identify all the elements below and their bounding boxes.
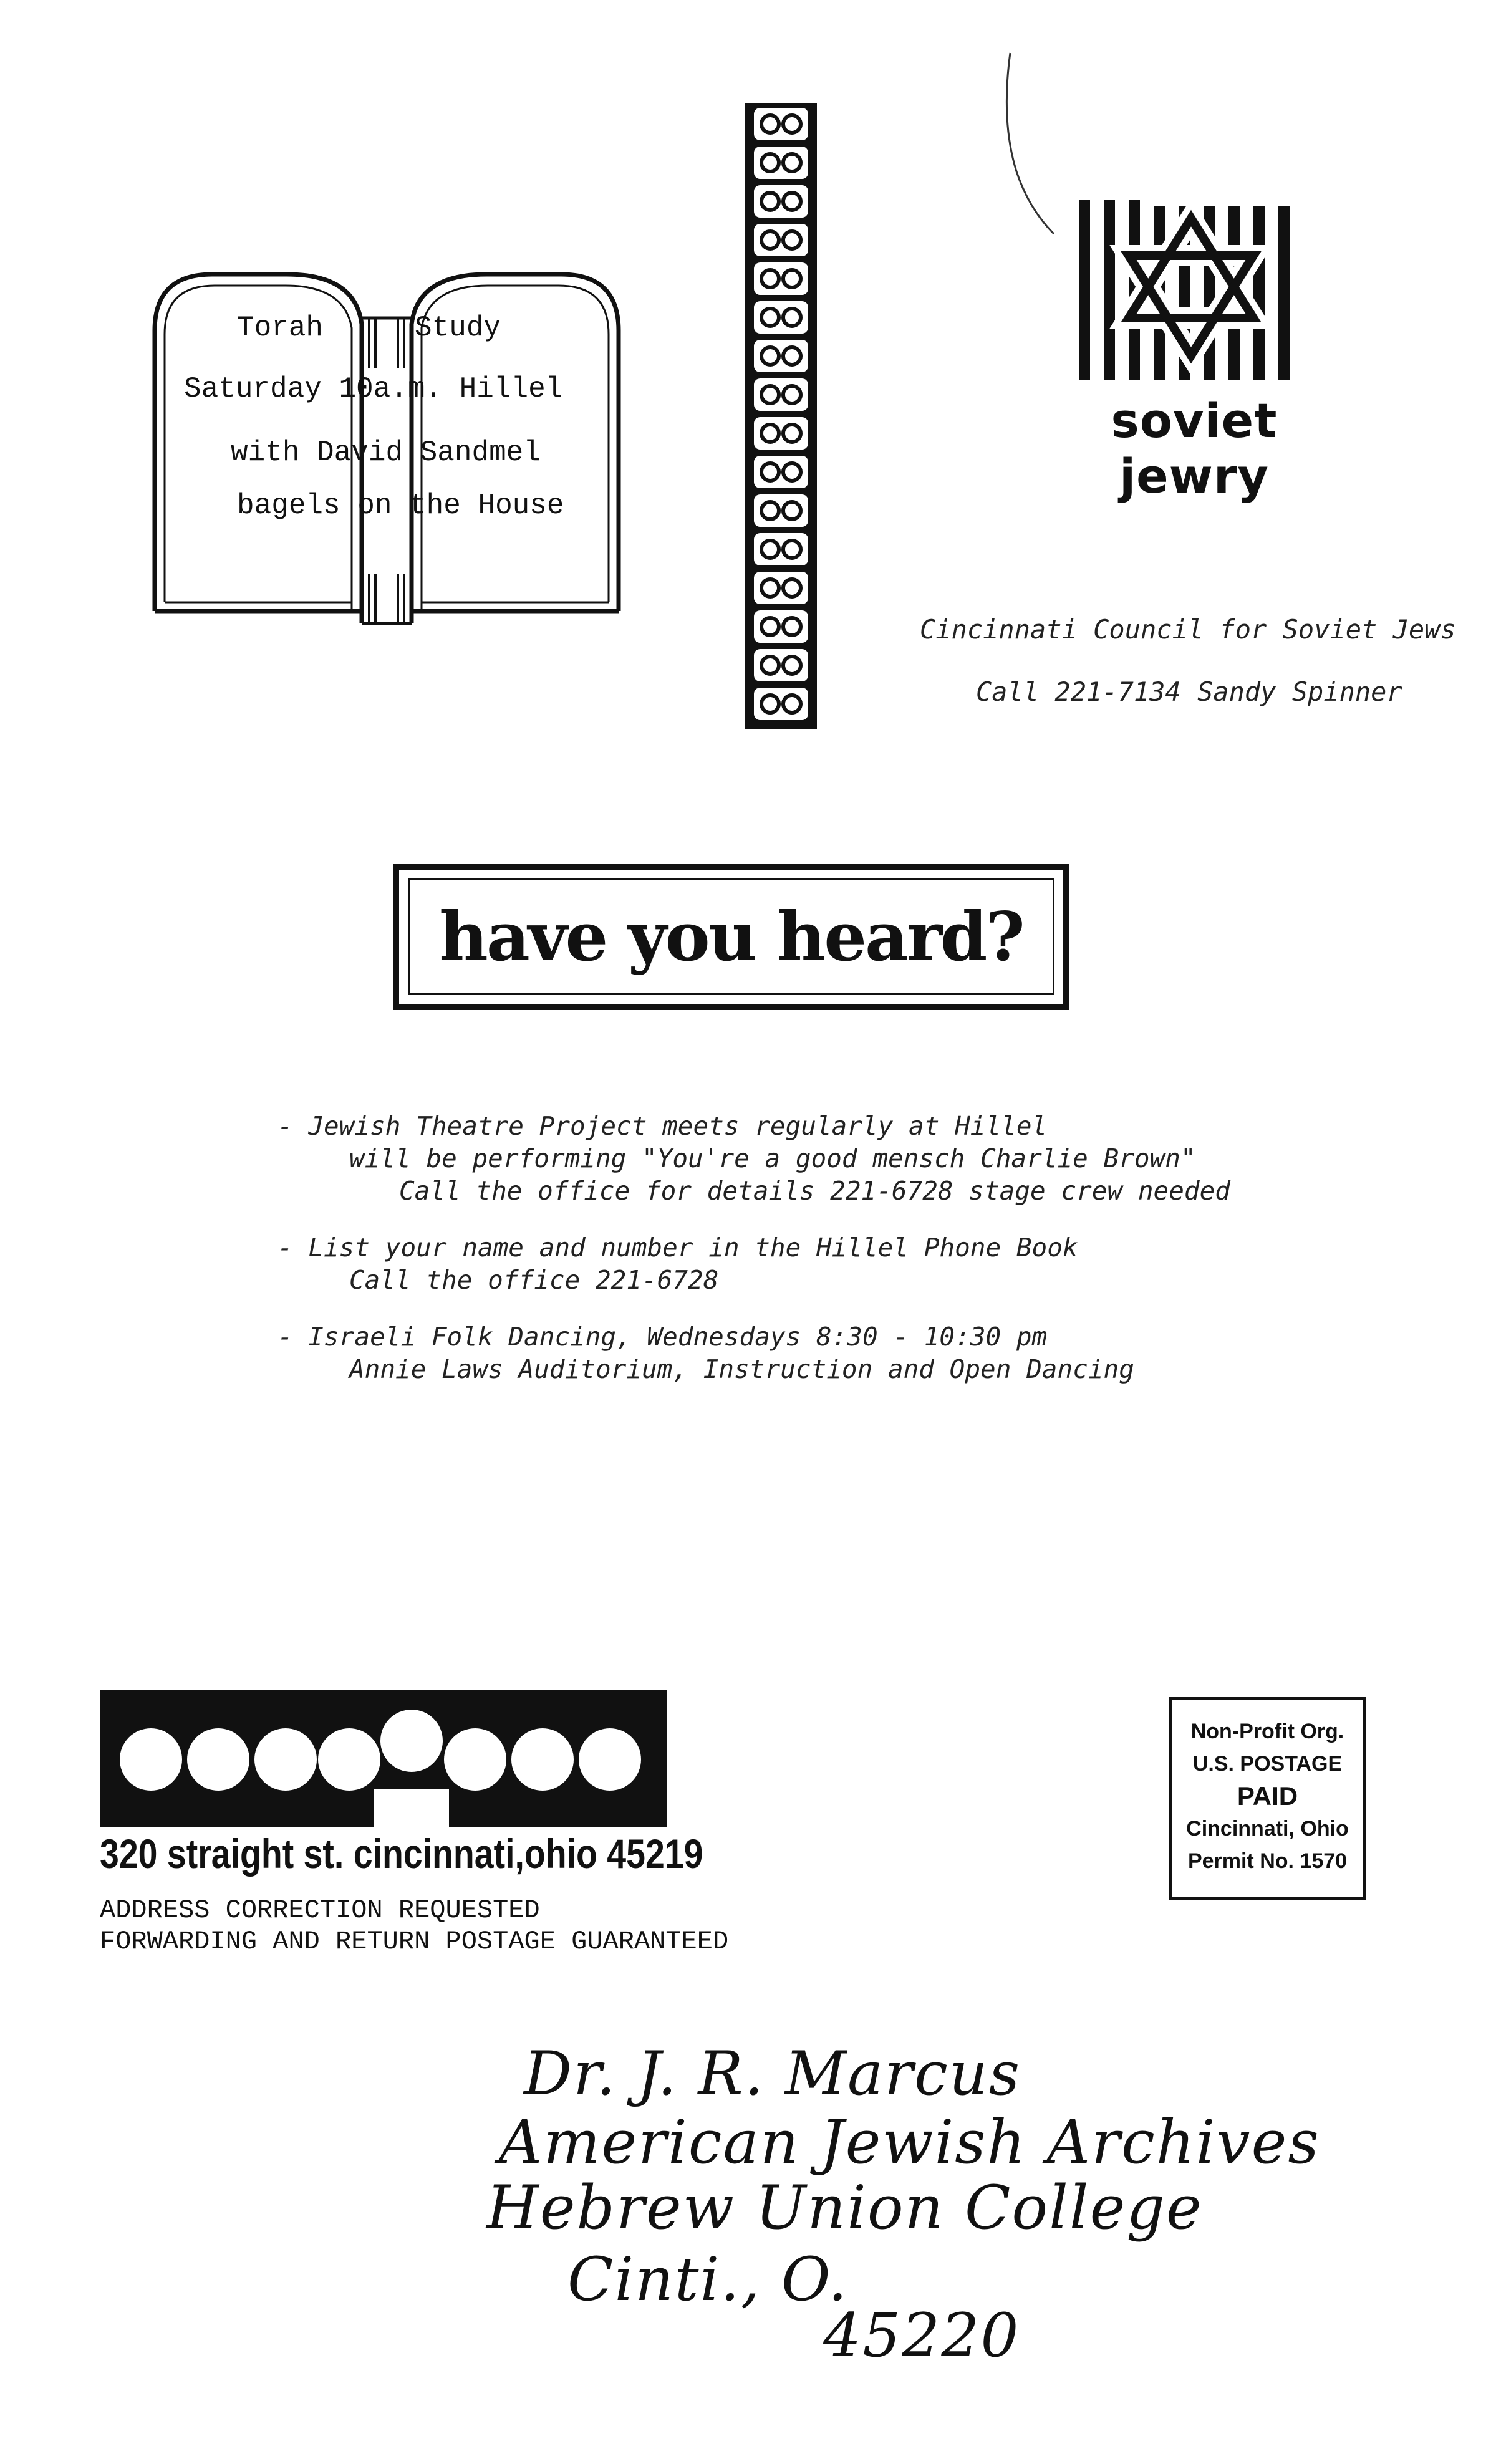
postage-permit: Permit No. 1570 xyxy=(1187,1849,1348,1873)
torah-study-leader: with David Sandmel xyxy=(231,436,541,469)
postage-line-2: U.S. POSTAGE xyxy=(1192,1752,1343,1776)
news-item-2-line-2: Call the office 221-6728 xyxy=(349,1265,719,1295)
recipient-name: Dr. J. R. Marcus xyxy=(524,2039,1021,2109)
council-contact: Sandy Spinner xyxy=(1197,676,1402,707)
address-correction-notice: ADDRESS CORRECTION REQUESTED xyxy=(100,1895,540,1925)
news-item-1-line-1: - Jewish Theatre Project meets regularly at Hillel xyxy=(277,1111,1048,1141)
hillel-letters-logo xyxy=(100,1690,667,1836)
news-item-3-line-1: - Israeli Folk Dancing, Wednesdays 8:30 - 10:30 pm xyxy=(277,1322,1048,1352)
handwritten-recipient xyxy=(486,2039,1320,2382)
torah-study-notice xyxy=(143,249,630,636)
postage-city: Cincinnati, Ohio xyxy=(1186,1817,1349,1841)
council-name: Cincinnati Council for Soviet Jews xyxy=(920,614,1456,645)
news-item-2-line-1: - List your name and number in the Hillel Phone Book xyxy=(277,1233,1078,1263)
recipient-organization: American Jewish Archives xyxy=(499,2107,1320,2177)
forwarding-notice: FORWARDING AND RETURN POSTAGE GUARANTEED xyxy=(100,1927,729,1956)
ornamental-column-icon xyxy=(745,103,817,729)
soviet-jewry-title: soviet jewry xyxy=(1111,393,1278,504)
torah-study-time: Saturday 10a.m. Hillel xyxy=(184,373,563,405)
postage-line-1: Non-Profit Org. xyxy=(1190,1720,1344,1743)
pen-mark xyxy=(1004,47,1060,246)
return-street-address: 320 straight st. cincinnati,ohio 45219 xyxy=(100,1831,703,1877)
news-item-1-line-2: will be performing "You're a good mensch Charlie Brown" xyxy=(349,1143,1196,1173)
star-of-david-bars-icon xyxy=(1073,200,1310,387)
headline-box xyxy=(393,864,1069,1010)
news-item-1-line-3: Call the office for details 221-6728 stage crew needed xyxy=(399,1176,1230,1206)
postage-paid: PAID xyxy=(1237,1781,1298,1811)
recipient-city: Cinti., O. xyxy=(567,2245,849,2314)
postage-indicia xyxy=(1169,1697,1366,1900)
headline: have you heard? xyxy=(439,897,1023,976)
recipient-zip: 45220 xyxy=(823,2301,1020,2370)
news-item-3-line-2: Annie Laws Auditorium, Instruction and Open Dancing xyxy=(349,1354,1134,1384)
recipient-college: Hebrew Union College xyxy=(486,2173,1203,2243)
headline-inner-frame xyxy=(408,878,1054,995)
tablet-word-right: Study xyxy=(415,312,501,344)
tablet-word-left: Torah xyxy=(237,312,324,344)
torah-study-bagels: bagels on the House xyxy=(237,489,564,522)
council-phone: Call 221-7134 xyxy=(976,676,1181,707)
